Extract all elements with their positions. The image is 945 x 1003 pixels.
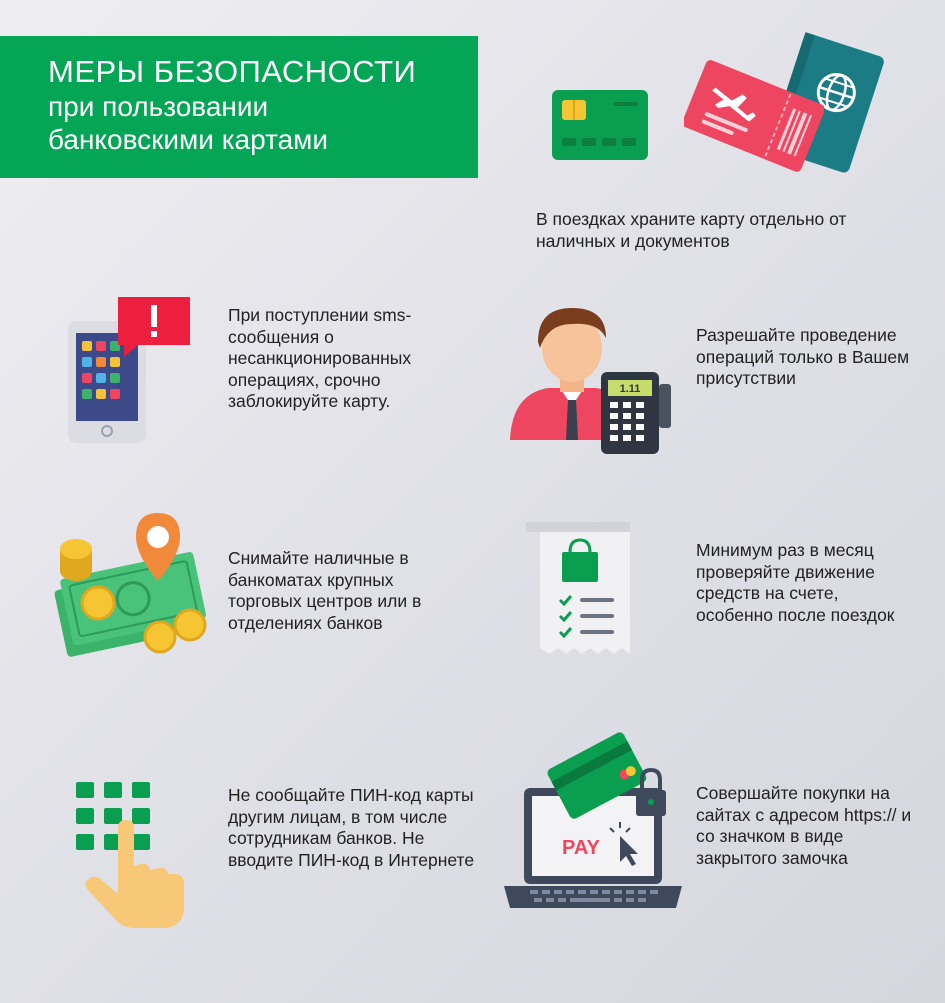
title-line-2: при пользовании: [48, 91, 269, 122]
title-line-3: банковскими картами: [48, 124, 329, 155]
bank-card-icon: [552, 90, 650, 162]
header-banner: [0, 36, 478, 178]
plane-ticket-icon: [684, 50, 824, 180]
cashier-terminal-icon: [508, 302, 680, 457]
tip-atm: Снимайте наличные в банкоматах крупных торговых центров или в отделениях банков: [228, 548, 422, 633]
cash-location-icon: [52, 513, 212, 663]
terminal-display-text: 1.11: [619, 383, 641, 395]
title-line-1: МЕРЫ БЕЗОПАСНОСТИ: [48, 54, 417, 89]
receipt-icon: [526, 518, 644, 658]
laptop-pay-icon: [500, 732, 686, 914]
tip-statement: Минимум раз в месяц проверяйте движение средств на счете, особенно после поездок: [696, 540, 895, 625]
tip-sms: При поступлении sms-сообщения о несанкционированных операциях, срочно заблокируйте карту.: [228, 305, 412, 411]
tip-presence: Разрешайте проведение операций только в Вашем присутствии: [696, 325, 910, 388]
tip-pin: Не сообщайте ПИН-код карты другим лицам, в том числе сотрудникам банков. Не вводите ПИН-код в Интернете: [228, 785, 475, 870]
laptop-pay-text: PAY: [562, 837, 600, 859]
pin-keypad-icon: [72, 780, 192, 932]
phone-alert-icon: [66, 297, 194, 447]
tip-travel: В поездках храните карту отдельно от наличных и документов: [536, 209, 847, 251]
tip-online: Совершайте покупки на сайтах с адресом https:// и со значком в виде закрытого замочка: [696, 783, 912, 868]
